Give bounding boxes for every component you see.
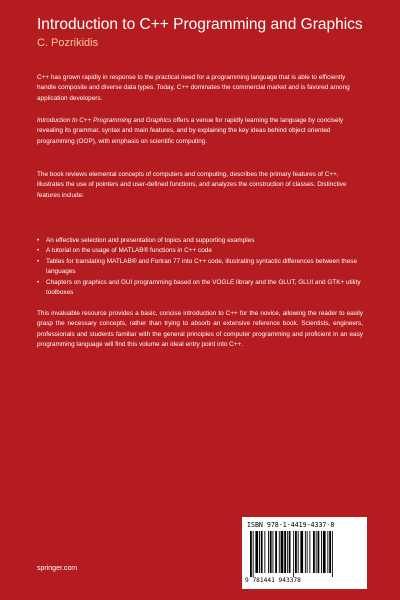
description-paragraph-4: This invaluable resource provides a basic, concise introduction to C++ for the novice, allowing the reader to easily grasp the necessary concepts, rather than trying to absorb an extensive reference book. Scientists, engineers, professionals and students familiar with the general principles of computer programming and proficient in an easy programming language will find this volume an ideal entry point into C++. (37, 310, 363, 349)
barcode-icon (250, 531, 359, 577)
description-paragraph-1: C++ has grown rapidly in response to the practical need for a programming language that is able to efficiently handle composite and diverse data types. Today, C++ dominates the commercial market and is favored among application developers. (37, 74, 350, 102)
list-item (37, 278, 363, 299)
barcode-box (242, 517, 367, 589)
bullet-icon: • (37, 237, 40, 244)
list-item-text: A tutorial on the usage of MATLAB® functions in C++ code (46, 247, 212, 255)
isbn-label: ISBN 978-1-4419-4337-8 (247, 521, 335, 529)
book-title-italic: Introduction to C++ Programming and Graphics (37, 117, 172, 124)
bullet-icon: • (37, 247, 40, 255)
list-item-text: An effective selection and presentation of topics and supporting examples (46, 237, 255, 244)
description-paragraph-2-rest: offers a venue for rapidly learning the language by concisely revealing its grammar, syntax and main features, and by explaining the key ideas behind object oriented programming (OOP), with emphasis on scientific computing. (37, 117, 344, 145)
bullet-icon: • (37, 278, 40, 286)
book-title: Introduction to C++ Programming and Graphics (37, 16, 363, 33)
description-paragraph-3: The book reviews elemental concepts of computers and computing, describes the primary features of C++, illustrates the use of pointers and user-defined functions, and analyzes the construction of classes. Distinctive features include: (37, 171, 347, 199)
book-author: C. Pozrikidis (37, 37, 99, 49)
ean-digits: 9 781441 943378 (245, 577, 301, 584)
description-paragraph-2 (37, 116, 363, 147)
list-item (37, 246, 363, 256)
list-item (37, 257, 363, 278)
bullet-icon: • (37, 257, 40, 265)
list-item-text: Tables for translating MATLAB® and Fortran 77 into C++ code, illustrating syntactic differences between these languages (46, 257, 358, 276)
list-item-text: Chapters on graphics and GUI programming based on the VOGLE library and the GLUT, GLUI and GTK+ utility toolboxes (46, 278, 361, 297)
feature-list (37, 236, 363, 298)
publisher-website: springer.com (37, 565, 78, 572)
list-item (37, 236, 363, 246)
